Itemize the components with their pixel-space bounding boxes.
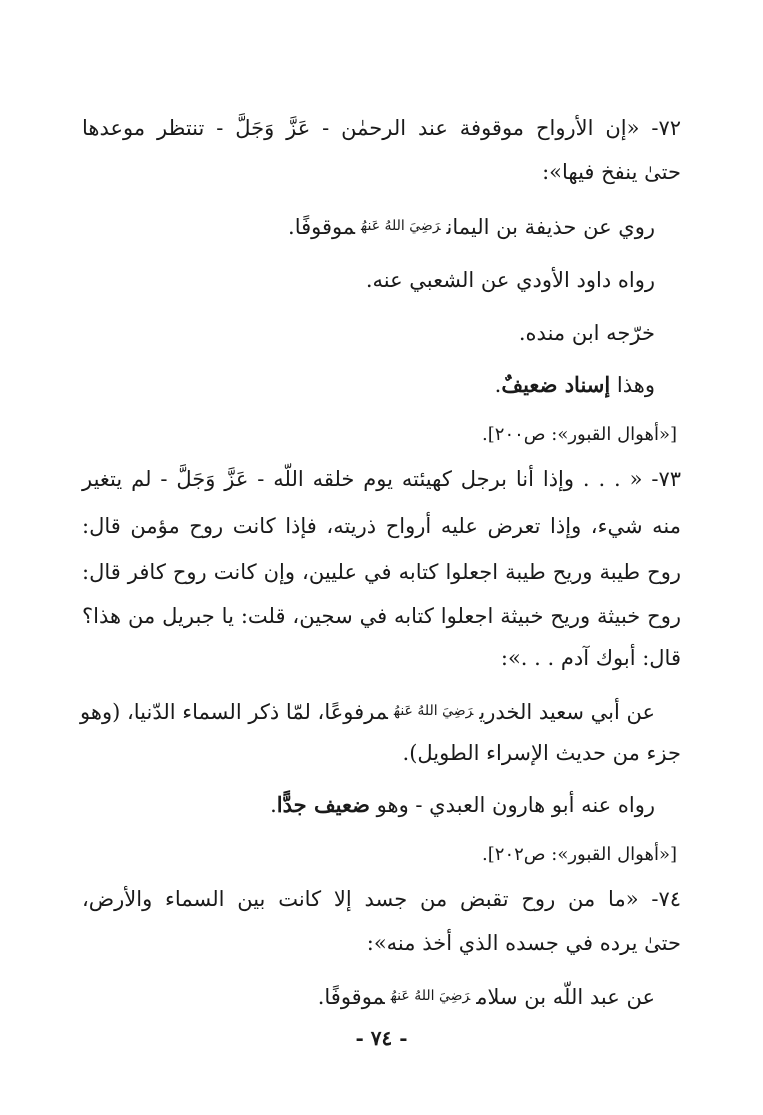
- entry-74-line-1: ٧٤- «ما من روح تقبض من جسد إلا كانت بين السماء والأرض،: [82, 887, 681, 911]
- narration-text: روي عن حذيفة بن اليمان: [446, 215, 655, 239]
- entry-73-line-4: روح خبيثة وريح خبيثة اجعلوا كتابه في سجين، قلت: يا جبريل من هذا؟: [82, 604, 681, 628]
- narration-status: موقوفًا.: [288, 215, 356, 239]
- entry-73-line-2: منه شيء، وإذا تعرض عليه أرواح ذريته، فإذا كانت روح مؤمن قال:: [82, 514, 681, 538]
- narration-text: عن عبد اللّه بن سلام: [476, 985, 655, 1009]
- entry-72-verdict: [495, 370, 655, 400]
- page-number: - ٧٤ -: [355, 1026, 408, 1050]
- entry-72-reference: [«أهوال القبور»: ص٢٠٠].: [482, 424, 677, 445]
- chain-prefix: رواه عنه أبو هارون العبدي - وهو: [376, 793, 655, 817]
- entry-74-narration: [318, 981, 655, 1012]
- entry-72-chain: رواه داود الأودي عن الشعبي عنه.: [365, 268, 655, 292]
- chain-end: .: [270, 793, 277, 817]
- narration-status: موقوفًا.: [317, 985, 385, 1009]
- entry-73-line-1: ٧٣- « . . . وإذا أنا برجل كهيئته يوم خلقه اللّه - عَزَّ وَجَلَّ - لم يتغير: [82, 467, 681, 491]
- honorific-glyph: رَضِيَ اللهُ عَنهُ: [393, 703, 474, 719]
- honorific-glyph: رَضِيَ اللهُ عَنهُ: [390, 988, 471, 1004]
- narration-text: عن أبي سعيد الخدري: [479, 700, 655, 724]
- chain-grade: ضعيف جدًّا: [276, 792, 370, 817]
- narration-status: مرفوعًا، لمّا ذكر السماء الدّنيا، (وهو: [80, 700, 388, 724]
- verdict-prefix: وهذا: [616, 373, 655, 397]
- entry-72-takhrij: خرّجه ابن منده.: [518, 321, 655, 345]
- verdict-end: .: [494, 373, 502, 397]
- honorific-glyph: رَضِيَ اللهُ عَنهُ: [361, 218, 441, 234]
- entry-73-line-5: قال: أبوك آدم . . .»:: [500, 646, 681, 670]
- entry-72-line-2: حتىٰ ينفخ فيها»:: [542, 160, 681, 184]
- entry-73-narration: [82, 696, 655, 727]
- entry-73-narration-line-2: جزء من حديث الإسراء الطويل).: [402, 741, 681, 765]
- entry-72-line-1: ٧٢- «إن الأرواح موقوفة عند الرحمٰن - عَزَّ وَجَلَّ - تنتظر موعدها: [82, 116, 681, 140]
- entry-73-line-3: روح طيبة وريح طيبة اجعلوا كتابه في عليين، وإن كانت روح كافر قال:: [82, 560, 681, 584]
- entry-73-chain: [270, 790, 655, 820]
- entry-72-narration: [288, 211, 655, 242]
- entry-73-reference: [«أهوال القبور»: ص٢٠٢].: [482, 844, 677, 865]
- verdict-grade: إسناد ضعيفٌ: [501, 372, 611, 397]
- entry-74-line-2: حتىٰ يرده في جسده الذي أخذ منه»:: [366, 931, 681, 955]
